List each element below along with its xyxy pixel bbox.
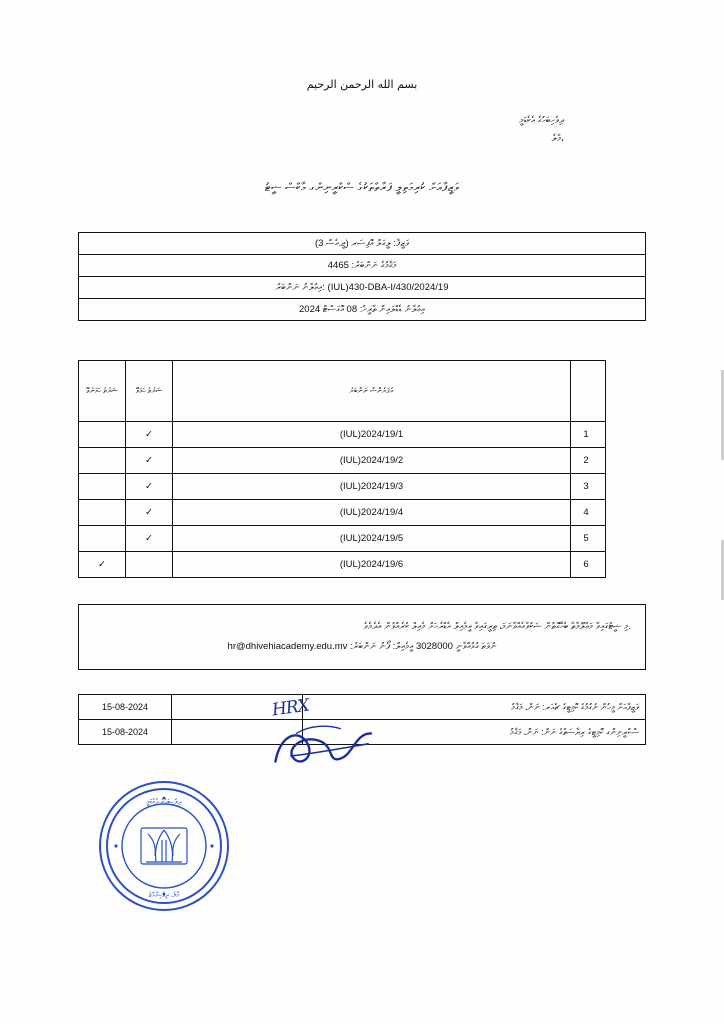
cell-rejected: [79, 500, 126, 526]
cell-reference: (IUL)2024/19/1: [173, 422, 571, 448]
table-row: [79, 277, 646, 299]
signature-role-label-2: [303, 720, 646, 745]
table-row: [79, 720, 646, 745]
column-header-rejected-label: ޝަރުތު ހަމަނުވޭ: [86, 386, 118, 396]
note-line-1: މި ޝީޓުގައިވާ މަޢުލޫމާތާ ބެހޭގޮތުން ޝަކުވާއެއްވާނަމަ، ތިރީގައިވާ އީމެއިލް އެޑްރެހަށް މެއިލް ކުރެއްވުން އެދެމެވެ.: [363, 621, 631, 632]
cell-reference: (IUL)2024/19/2: [173, 448, 571, 474]
cell-rejected: [79, 474, 126, 500]
table-row: [79, 233, 646, 255]
organisation-header: [519, 112, 564, 148]
table-row: [79, 695, 646, 720]
info-post: ވަޒީފާ: ލީގަލް އޮފިސަރ (ޖީ.އެސް 3): [79, 233, 646, 255]
table-row: [79, 552, 606, 578]
signature-field-1[interactable]: [172, 695, 303, 720]
table-row: [79, 255, 646, 277]
table-row: [79, 299, 646, 321]
table-row: [79, 474, 606, 500]
table-row: [79, 500, 606, 526]
info-post-number: މަޤާމުގެ ނަންބަރު: 4465: [79, 255, 646, 277]
cell-qualified: [126, 552, 173, 578]
signature-role-text-2: ސްކްރީނިންގ ކޮމިޓީގެ ރިޔާސަތުގެ ނަން: ނަން، މަޤާމު: [509, 726, 639, 737]
column-header-qualified-label: ޝަރުތު ހަމަވޭ: [135, 386, 163, 396]
cell-row-number: 2: [571, 448, 606, 474]
column-header-qualified: [126, 361, 173, 422]
cell-reference: (IUL)2024/19/5: [173, 526, 571, 552]
table-row: [79, 422, 606, 448]
screening-marks-table: [78, 360, 606, 578]
cell-rejected: ✓: [79, 552, 126, 578]
vacancy-info-table: [78, 232, 646, 321]
table-row: [79, 448, 606, 474]
cell-qualified: ✓: [126, 422, 173, 448]
info-deadline: އިޢުލާނު ޑެޑްލައިން ތާރީޚު: 08 އޮގަސްޓް 2024: [79, 299, 646, 321]
cell-reference: (IUL)2024/19/3: [173, 474, 571, 500]
signature-role-text-1: ވަޒީފާއަށް މީހުން ނެގުމުގެ ކޮމިޓީގެ ޗެއަރ: ނަން، މަޤާމު: [511, 701, 639, 712]
cell-reference: (IUL)2024/19/4: [173, 500, 571, 526]
signature-role-label-1: [303, 695, 646, 720]
cell-rejected: [79, 448, 126, 474]
cell-row-number: 3: [571, 474, 606, 500]
note-email: hr@dhivehiacademy.edu.mv: [227, 640, 348, 652]
cell-qualified: ✓: [126, 474, 173, 500]
page-title: ވަޒީފާއަށް ކުރިމަތިލީ ފަރާތްތަކުގެ ސްކްރީނިންގ މާކްސް ޝީޓު: [264, 182, 460, 194]
handwritten-signature-1: HRX: [270, 695, 310, 721]
cell-qualified: ✓: [126, 448, 173, 474]
note-contact-prefix: އީމެއިލް: ފޯނު ނަންބަރު:: [350, 640, 414, 652]
signature-field-2[interactable]: [172, 720, 303, 745]
table-row: [79, 526, 606, 552]
cell-row-number: 4: [571, 500, 606, 526]
org-city: މާލެ،: [551, 133, 564, 145]
column-header-number: [571, 361, 606, 422]
signature-date-1: 15-08-2024: [79, 695, 172, 720]
seal-top-text: ދިވެހިބަހުގެ އެކެޑަމީ: [146, 797, 182, 806]
cell-reference: (IUL)2024/19/6: [173, 552, 571, 578]
cell-row-number: 5: [571, 526, 606, 552]
complaints-note-box: [78, 604, 646, 670]
cell-row-number: 6: [571, 552, 606, 578]
cell-row-number: 1: [571, 422, 606, 448]
table-header-row: [79, 361, 606, 422]
org-name: ދިވެހިބަހުގެ އެކެޑަމީ: [519, 115, 564, 126]
column-header-reference: ރެފަރެންސް ނަންބަރު: [173, 361, 571, 422]
signature-date-2: 15-08-2024: [79, 720, 172, 745]
info-announcement-number: އިޢުލާނު ނަންބަރު: (IUL)430-DBA-I/430/2024/19: [79, 277, 646, 299]
note-phone: 3028000: [415, 640, 453, 652]
column-header-rejected: [79, 361, 126, 422]
official-seal: [96, 778, 232, 914]
cell-qualified: ✓: [126, 526, 173, 552]
note-contact-suffix: ނުވަތަ ގުޅުއްވާނީ: [455, 640, 497, 652]
note-line-2: [93, 637, 631, 657]
bismillah-text: بسم الله الرحمن الرحيم: [306, 78, 418, 91]
seal-bottom-text: މާލެ، ދިވެހިރާއްޖެ: [148, 892, 180, 899]
cell-rejected: [79, 526, 126, 552]
signature-table: [78, 694, 646, 745]
cell-rejected: [79, 422, 126, 448]
cell-qualified: ✓: [126, 500, 173, 526]
